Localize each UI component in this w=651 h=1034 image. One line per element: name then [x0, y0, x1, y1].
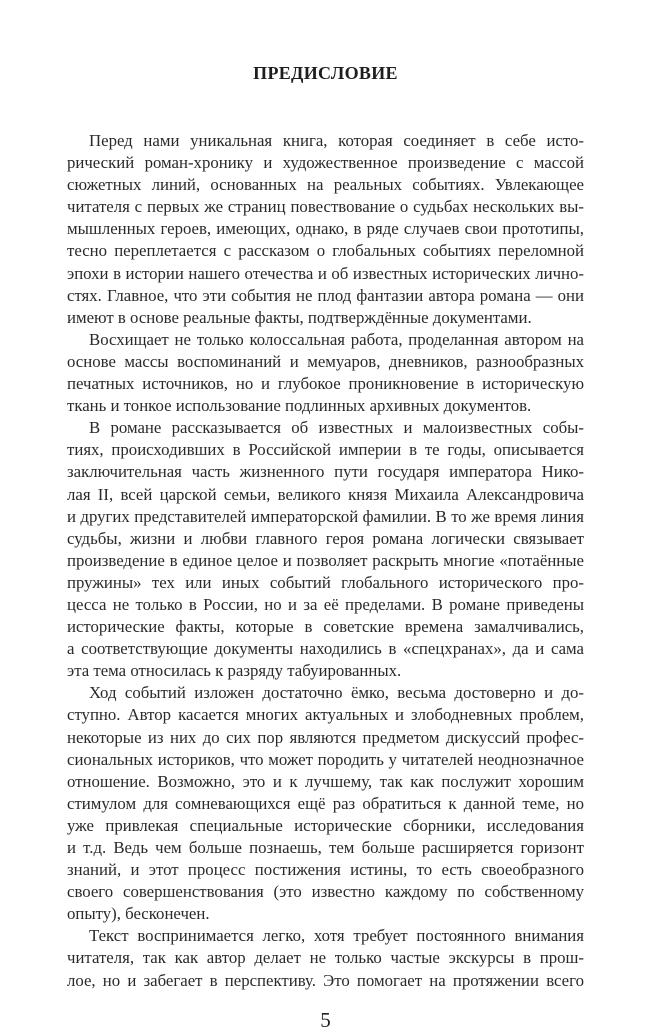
paragraph [67, 329, 584, 417]
text-line: знаний, и этот процесс постижения истины, то есть своеобразного [67, 860, 584, 880]
text-line: тесно переплетается с рассказом о глобальных событиях переломной [67, 241, 584, 261]
text-line: заключительная часть жизненного пути государя императора Нико- [67, 462, 584, 482]
paragraph [67, 682, 584, 925]
text-line: читателя, так как автор делает не только частые экскурсы в прош- [67, 948, 584, 968]
text-line: имеют в основе реальные факты, подтверждённые документами. [67, 307, 532, 327]
text-line: своего совершенствования (это известно каждому по собственному [67, 882, 584, 902]
text-line: и других представителей императорской фамилии. В то же время линия [67, 506, 584, 526]
text-line: ткань и тонкое использование подлинных архивных документов. [67, 396, 532, 416]
chapter-heading: ПРЕДИСЛОВИЕ [253, 63, 398, 83]
text-line: судьбы, жизни и любви главного героя романа логически связывает [67, 528, 584, 548]
paragraph [67, 925, 584, 991]
text-line: сиональных историков, что может породить у читателей неоднозначное [67, 749, 584, 769]
text-line: сюжетных линий, основанных на реальных событиях. Увлекающее [67, 175, 584, 195]
text-line: стимулом для сомневающихся ещё раз обратиться к данной теме, но [67, 793, 584, 813]
text-line: некоторые из них до сих пор являются предметом дискуссий профес- [67, 727, 584, 747]
text-line: лая II, всей царской семьи, великого князя Михаила Александровича [67, 484, 584, 504]
text-line: печатных источников, но и глубокое проникновение в историческую [67, 374, 584, 394]
text-line: уже привлекая специальные исторические сборники, исследования [67, 815, 584, 835]
text-line: Ход событий изложен достаточно ёмко, весьма достоверно и до- [89, 683, 584, 703]
text-line: мышленных героев, имеющих, однако, в ряде случаев свои прототипы, [67, 219, 584, 239]
text-line: рический роман-хронику и художественное произведение с массой [67, 153, 584, 173]
text-line: исторические факты, которые в советские времена замалчивались, [67, 617, 584, 637]
text-line: эпохи в истории нашего отечества и об известных исторических лично- [67, 263, 584, 283]
paragraph [67, 417, 584, 682]
body-text [67, 130, 584, 992]
text-line: тиях, происходивших в Российской империи в те годы, описывается [67, 440, 584, 460]
text-line: Восхищает не только колоссальная работа, проделанная автором на [89, 329, 584, 349]
text-line: пружины» тех или иных событий глобального исторического про- [67, 572, 584, 592]
text-line: В романе рассказывается об известных и малоизвестных собы- [89, 418, 584, 438]
text-line: и т.д. Ведь чем больше познаешь, тем больше расширяется горизонт [67, 838, 584, 857]
text-line: основе массы воспоминаний и мемуаров, дневников, разнообразных [67, 351, 584, 371]
paragraph [67, 130, 584, 329]
text-line: читателя с первых же страниц повествование о судьбах нескольких вы- [67, 197, 584, 217]
text-line: а соответствующие документы находились в «спецхранах», да и сама [67, 639, 584, 659]
text-line: стях. Главное, что эти события не плод фантазии автора романа — они [67, 285, 584, 305]
text-line: ступно. Автор касается многих актуальных и злободневных проблем, [67, 705, 584, 725]
text-line: Текст воспринимается легко, хотя требует постоянного внимания [89, 926, 584, 946]
text-line: опыту), бесконечен. [67, 904, 210, 924]
text-line: эта тема относилась к разряду табуированных. [67, 661, 402, 681]
text-line: цесса не только в России, но и за её пределами. В романе приведены [67, 594, 584, 614]
text-line: лое, но и забегает в перспективу. Это помогает на протяжении всего [67, 970, 584, 990]
text-line: Перед нами уникальная книга, которая соединяет в себе исто- [89, 131, 584, 150]
page-number: 5 [320, 1007, 331, 1032]
text-line: произведение в единое целое и позволяет раскрыть многие «потаённые [67, 550, 584, 570]
text-line: отношение. Возможно, это и к лучшему, так как послужит хорошим [67, 771, 584, 791]
